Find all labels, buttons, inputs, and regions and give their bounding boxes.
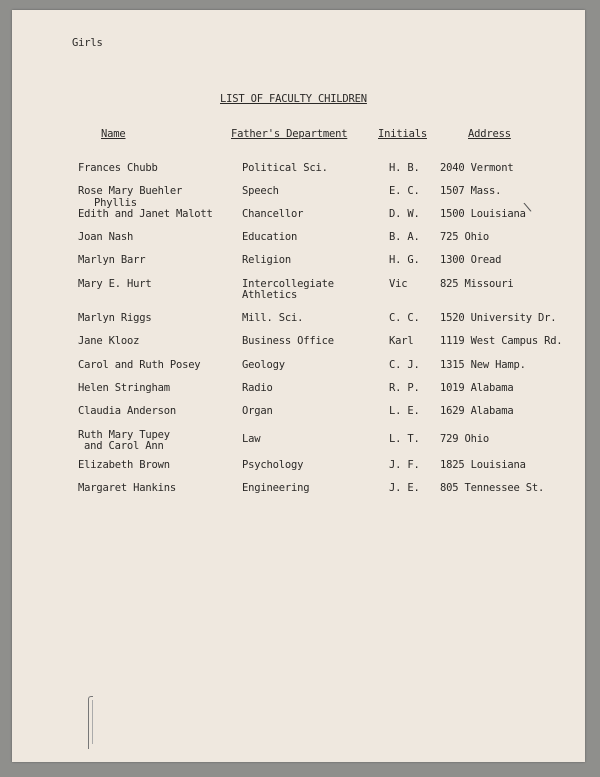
row-name-line2: and Carol Ann: [84, 440, 164, 452]
row-department: Business Office: [242, 335, 334, 347]
document-page: [12, 10, 585, 762]
row-department: Political Sci.: [242, 162, 328, 174]
row-address: 729 Ohio: [440, 433, 489, 445]
row-address: 1019 Alabama: [440, 382, 514, 394]
row-name: Marlyn Riggs: [78, 312, 152, 324]
row-department: Engineering: [242, 482, 310, 494]
row-address: 1300 Oread: [440, 254, 502, 266]
row-department: Religion: [242, 254, 291, 266]
row-name: Marlyn Barr: [78, 254, 146, 266]
row-department: Mill. Sci.: [242, 312, 304, 324]
row-name-line2: Phyllis: [94, 197, 137, 209]
row-name: Jane Klooz: [78, 335, 140, 347]
row-address: 2040 Vermont: [440, 162, 514, 174]
row-initials: L. T.: [389, 433, 420, 445]
column-header-name: Name: [101, 128, 126, 140]
row-initials: Vic: [389, 278, 408, 290]
pencil-mark: \: [522, 199, 533, 215]
header-label: Girls: [72, 37, 103, 49]
row-name: Helen Stringham: [78, 382, 170, 394]
row-initials: J. E.: [389, 482, 420, 494]
row-address: 1825 Louisiana: [440, 459, 526, 471]
row-department-line2: Athletics: [242, 289, 298, 301]
page-title: LIST OF FACULTY CHILDREN: [220, 93, 367, 105]
column-header-department: Father's Department: [231, 128, 348, 140]
row-address: 1507 Mass.: [440, 185, 502, 197]
row-name: Mary E. Hurt: [78, 278, 152, 290]
row-name: Elizabeth Brown: [78, 459, 170, 471]
row-address: 1315 New Hamp.: [440, 359, 526, 371]
row-name: Claudia Anderson: [78, 405, 176, 417]
row-initials: C. J.: [389, 359, 420, 371]
row-initials: R. P.: [389, 382, 420, 394]
row-initials: C. C.: [389, 312, 420, 324]
row-initials: J. F.: [389, 459, 420, 471]
row-department: Education: [242, 231, 298, 243]
row-address: 725 Ohio: [440, 231, 489, 243]
paperclip-mark-inner: [92, 700, 95, 744]
row-department: Psychology: [242, 459, 304, 471]
row-address: 825 Missouri: [440, 278, 514, 290]
row-name: Joan Nash: [78, 231, 134, 243]
row-name: Margaret Hankins: [78, 482, 176, 494]
column-header-initials: Initials: [378, 128, 427, 140]
row-initials: Karl: [389, 335, 414, 347]
row-name: Rose Mary Buehler: [78, 185, 183, 197]
column-header-address: Address: [468, 128, 511, 140]
row-department: Organ: [242, 405, 273, 417]
row-address: 1520 University Dr.: [440, 312, 557, 324]
row-department: Radio: [242, 382, 273, 394]
row-address: 1119 West Campus Rd.: [440, 335, 563, 347]
row-address: 1500 Louisiana: [440, 208, 526, 220]
row-initials: H. G.: [389, 254, 420, 266]
row-initials: D. W.: [389, 208, 420, 220]
row-initials: L. E.: [389, 405, 420, 417]
row-department: Speech: [242, 185, 279, 197]
row-initials: E. C.: [389, 185, 420, 197]
row-department: Geology: [242, 359, 285, 371]
row-name: Ruth Mary Tupey: [78, 429, 170, 441]
row-name: Edith and Janet Malott: [78, 208, 213, 220]
row-department: Law: [242, 433, 261, 445]
row-department: Intercollegiate: [242, 278, 334, 290]
row-address: 1629 Alabama: [440, 405, 514, 417]
row-address: 805 Tennessee St.: [440, 482, 545, 494]
row-name: Frances Chubb: [78, 162, 158, 174]
row-name: Carol and Ruth Posey: [78, 359, 201, 371]
row-initials: H. B.: [389, 162, 420, 174]
row-initials: B. A.: [389, 231, 420, 243]
row-department: Chancellor: [242, 208, 304, 220]
